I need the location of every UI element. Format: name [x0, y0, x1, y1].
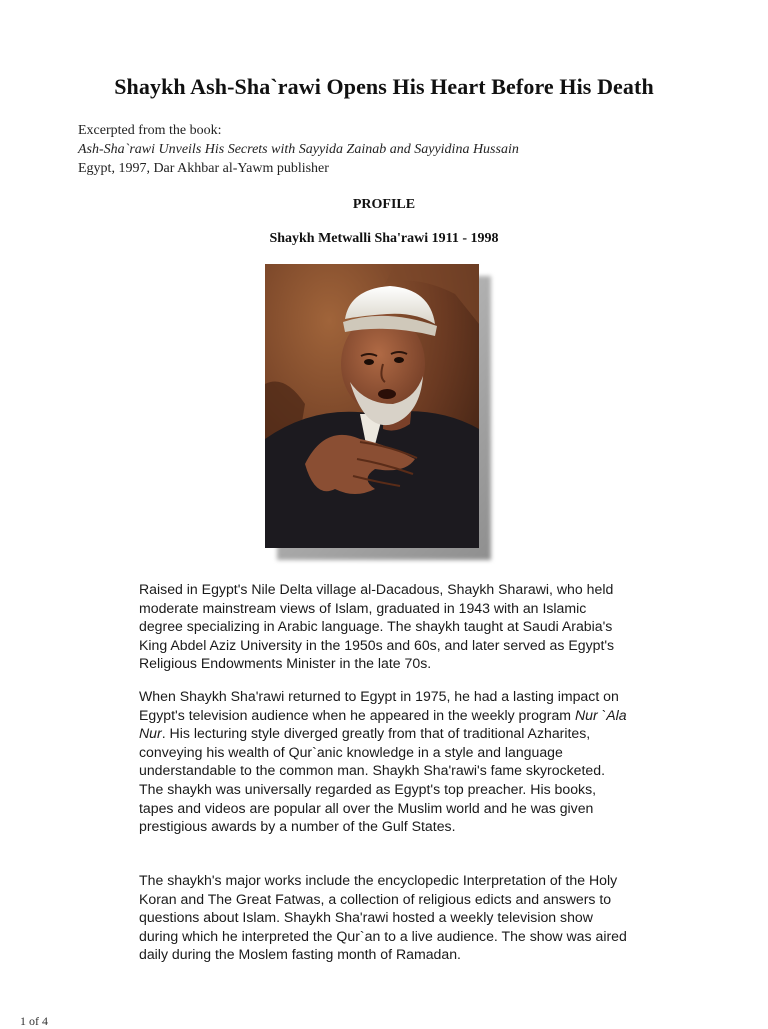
page-title: Shaykh Ash-Sha`rawi Opens His Heart Before His Death — [114, 74, 654, 99]
paragraph-television-intro: When Shaykh Sha'rawi returned to Egypt in 1975, he had a lasting impact on Egypt's television audience when he appeared in the weekly program — [139, 688, 619, 723]
paragraph-television — [139, 687, 631, 836]
source-intro: Excerpted from the book: — [78, 123, 222, 138]
paragraph-biography: Raised in Egypt's Nile Delta village al-Dacadous, Shaykh Sharawi, who held moderate mainstream views of Islam, graduated in 1943 with an Islamic degree specializing in Arabic language. The shaykh taught at Saudi Arabia's King Abdel Aziz University in the 1950s and 60s, and later served as Egypt's Religious Endowments Minister in the late 70s. — [139, 581, 615, 672]
paragraph-major-works: The shaykh's major works include the encyclopedic Interpretation of the Holy Koran and The Great Fatwas, a collection of religious edicts and answers to questions about Islam. Shaykh Sha'rawi hosted a weekly television show during which he interpreted the Qur`an to a live audience. The show was aired daily during the Moslem fasting month of Ramadan. — [139, 872, 627, 963]
profile-heading: PROFILE — [352, 197, 416, 212]
program-title: Nur `Ala Nur — [139, 706, 627, 742]
paragraph-television-rest: . His lecturing style diverged greatly from that of traditional Azharites, conveying his wealth of Qur`anic knowledge in a style and language understandable to the common man. Shaykh Sha'rawi's fame skyrocketed. The shaykh was universally regarded as Egypt's top preacher. His books, tapes and videos are popular all over the Muslim world and he was given prestigious awards by a number of the Gulf States. — [139, 725, 606, 835]
profile-name: Shaykh Metwalli Sha'rawi 1911 - 1998 — [269, 231, 499, 246]
portrait-figure — [265, 264, 479, 548]
page-indicator: 1 of 4 — [20, 1014, 48, 1028]
portrait-photo — [265, 264, 479, 548]
publication-info: Egypt, 1997, Dar Akhbar al-Yawm publisher — [78, 161, 329, 176]
book-title: Ash-Sha`rawi Unveils His Secrets with Sayyida Zainab and Sayyidina Hussain — [78, 142, 519, 157]
source-citation — [78, 121, 519, 178]
